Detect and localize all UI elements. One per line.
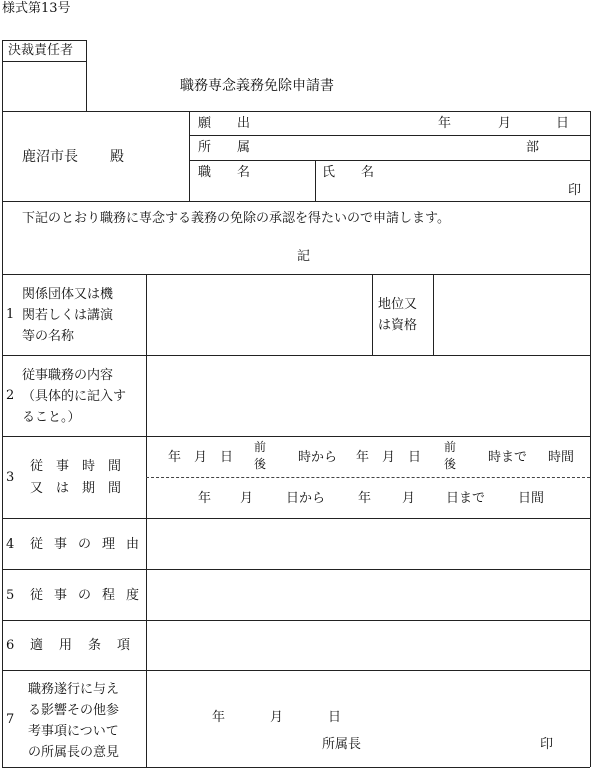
apply-month: 月 <box>498 116 512 131</box>
seal-mark: 印 <box>568 183 582 198</box>
row7-label: 職務遂行に与え る影響その他参 考事項について の所属長の意見 <box>28 682 120 760</box>
apply-day: 日 <box>556 116 570 131</box>
row4-label: 従事の理由 <box>30 537 151 552</box>
affiliation-label: 所 属 <box>198 140 251 155</box>
row3-from-day: 日から <box>286 491 326 506</box>
row3-year1: 年 <box>198 491 212 506</box>
row6-number: 6 <box>6 638 15 653</box>
request-text: 下記のとおり職務に専念する義務の免除の承認を得たいので申請します。 <box>22 211 450 226</box>
row6-label: 適用条項 <box>30 638 147 653</box>
row7-number: 7 <box>6 712 15 727</box>
apply-label: 願 出 <box>198 116 251 131</box>
row7-seal: 印 <box>540 737 554 752</box>
row1-label: 関係団体又は機 関若しくは講演 等の名称 <box>22 287 114 344</box>
apply-year: 年 <box>438 116 452 131</box>
row3-number: 3 <box>6 470 15 485</box>
row5-number: 5 <box>6 588 15 603</box>
row3-days: 日間 <box>518 491 545 506</box>
row4-number: 4 <box>6 537 15 552</box>
name-label: 氏 名 <box>322 165 375 180</box>
row1-number: 1 <box>6 307 15 322</box>
ki-mark: 記 <box>297 249 311 264</box>
row7-head-label: 所属長 <box>322 737 362 752</box>
addressee: 鹿沼市長 <box>22 149 78 165</box>
row3-ampm1: 前 後 <box>254 440 267 471</box>
row7-month: 月 <box>270 710 284 725</box>
row3-ampm2: 前 後 <box>444 440 457 471</box>
row3-year2: 年 <box>358 491 372 506</box>
row3-label-top: 従 事 時 間 <box>30 459 122 474</box>
form-number: 様式第13号 <box>2 1 71 16</box>
row3-month2: 月 <box>402 491 416 506</box>
row2-number: 2 <box>6 388 15 403</box>
row3-until-day: 日まで <box>446 491 486 506</box>
row3-date2: 年 月 日 <box>356 450 422 465</box>
honorific: 殿 <box>110 149 124 165</box>
row2-label: 従事職務の内容 （具体的に記入す ること。） <box>22 368 127 425</box>
dept-suffix: 部 <box>526 140 540 155</box>
row3-label-bottom: 又 は 期 間 <box>30 481 122 496</box>
page-title: 職務専念義務免除申請書 <box>180 78 334 94</box>
row3-date1: 年 月 日 <box>168 450 234 465</box>
row3-hours: 時間 <box>548 450 575 465</box>
row7-year: 年 <box>212 710 226 725</box>
row7-day: 日 <box>328 710 342 725</box>
position-label: 職 名 <box>198 165 251 180</box>
row3-until-hour: 時まで <box>488 450 528 465</box>
status-label: 地位又 は資格 <box>378 297 418 333</box>
approver-label: 決裁責任者 <box>8 43 74 58</box>
row3-from-hour: 時から <box>298 450 338 465</box>
row5-label: 従事の程度 <box>30 588 151 603</box>
row3-month1: 月 <box>240 491 254 506</box>
